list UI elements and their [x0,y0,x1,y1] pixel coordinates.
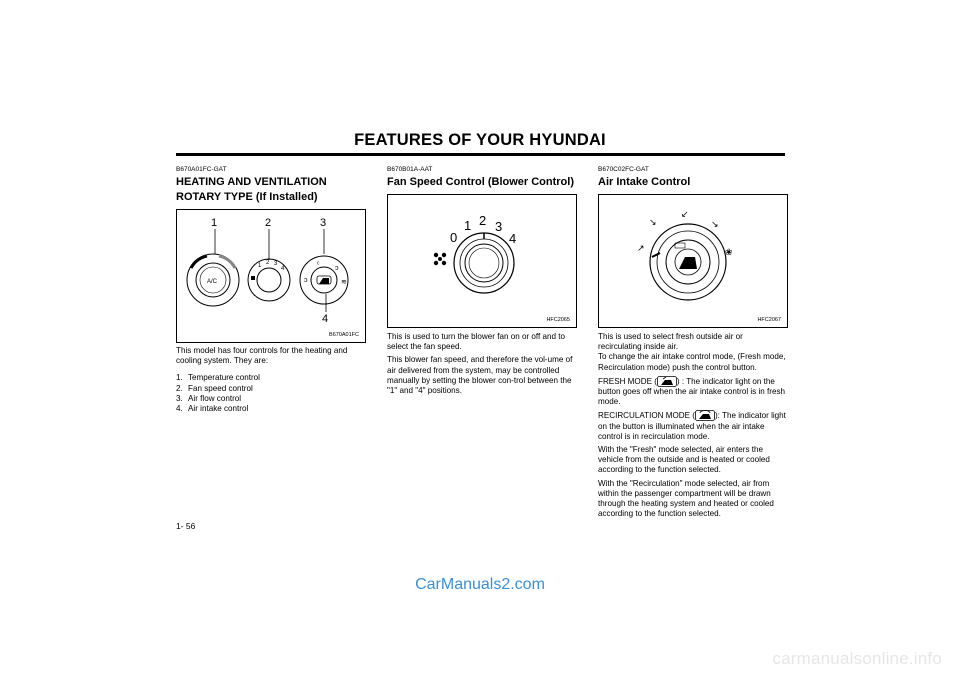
page-header-title: FEATURES OF YOUR HYUNDAI [354,131,606,149]
figure-label: B670A01FC [329,332,359,338]
dial-number-1: 1 [464,218,472,233]
callout-4: 4 [322,313,329,325]
recirculation-mode-icon [695,410,715,421]
svg-text:↘: ↘ [711,219,719,229]
air-intake-figure [598,194,788,328]
header-rule [176,153,785,156]
fan-speed-figure [387,194,577,328]
controls-list [176,373,366,414]
figure-label: HFC2067 [757,317,781,323]
airflow-knob-icon [300,256,348,304]
fan-description: This is used to turn the blower fan on or off and to select the fan speed. This blower fan speed, and therefore the vol-ume of air delivered from the system, may be controlled manually by setting the blower con-trol between the "1" and "4" positions. [387,332,573,396]
dial-number-2: 2 [479,213,487,228]
figure-label: HFC2065 [546,317,570,323]
fresh-mode-text: FRESH MODE ( ) : The indicator light on the button goes off when the air intake control is in fresh mode. [598,376,786,407]
svg-text:ↄ: ↄ [335,265,339,272]
svg-text:ↄ: ↄ [304,277,308,284]
svg-text:↘: ↘ [649,217,657,227]
fan-number-2: 2 [266,260,270,266]
fan-number-1: 1 [258,263,262,269]
watermark-site: carmanualsonline.info [772,649,942,668]
controls-illustration [177,210,365,342]
fan-dial-illustration [388,195,576,327]
section-code: B670A01FC-GAT [176,166,227,173]
dial-number-3: 3 [495,219,503,234]
fan-knob-icon [248,259,290,301]
dial-number-0: 0 [450,230,458,245]
list-item: 1. Temperature control [176,373,260,383]
temperature-knob-icon [187,254,239,306]
section-heading: Air Intake Control [598,176,691,188]
svg-text:↗: ↗ [637,243,645,253]
section-code: B670C02FC-GAT [598,166,649,173]
fan-icon [434,253,446,265]
svg-text:↙: ↙ [681,209,689,219]
watermark-link[interactable]: CarManuals2.com [415,576,545,593]
controls-figure [176,209,366,343]
list-item: 4. Air intake control [176,404,249,414]
air-intake-knob-icon [650,224,726,300]
svg-text:❀: ❀ [725,247,733,257]
fan-number-4: 4 [281,266,285,272]
intro-text: This model has four controls for the heating and cooling system. They are: [176,346,348,366]
air-intake-illustration [599,195,787,327]
section-code: B670B01A-AAT [387,166,433,173]
recirculation-mode-text: RECIRCULATION MODE ( ): The indicator light on the button is illuminated when the air intake control is in recirculation mode. [598,411,786,441]
list-item: 3. Air flow control [176,393,242,403]
ac-button-label: A/C [207,279,218,285]
page-number: 1- 56 [176,521,196,531]
callout-1: 1 [211,217,218,229]
section-heating-ventilation [176,166,366,414]
svg-text:≋: ≋ [341,279,347,286]
section-air-intake [598,166,788,522]
air-intake-description: This is used to select fresh outside air or recirculating inside air. To change the air intake control mode, (Fresh mode, Recirculation mode) push the control button. FRESH MODE ( ) : The indicator light on the button goes off when the air intake control is in fresh mode. RECIRCULATION MODE ( ): The indicator light on the button is illuminated when the air intake control is in recirculation mode. With the "Fresh" mode selected, air enters the vehicle from the outside and is heated or cooled according to the function selected. With the "Recirculation" mode selected, air from within the passenger compartment will be drawn through the heating system and heated or cooled according to the function selected. [598,332,788,519]
svg-text:ᶜ: ᶜ [317,261,320,268]
list-item: 2. Fan speed control [176,383,253,393]
fan-dial-knob-icon [454,231,517,293]
callout-2: 2 [265,217,272,229]
fan-number-3: 3 [274,261,278,267]
fresh-mode-icon [657,376,677,387]
section-subheading: ROTARY TYPE (If Installed) [176,191,318,203]
section-heading: HEATING AND VENTILATION [176,176,327,188]
section-fan-speed [387,166,577,399]
section-heading: Fan Speed Control (Blower Control) [387,176,574,188]
dial-number-4: 4 [509,231,517,246]
callout-3: 3 [320,217,327,229]
